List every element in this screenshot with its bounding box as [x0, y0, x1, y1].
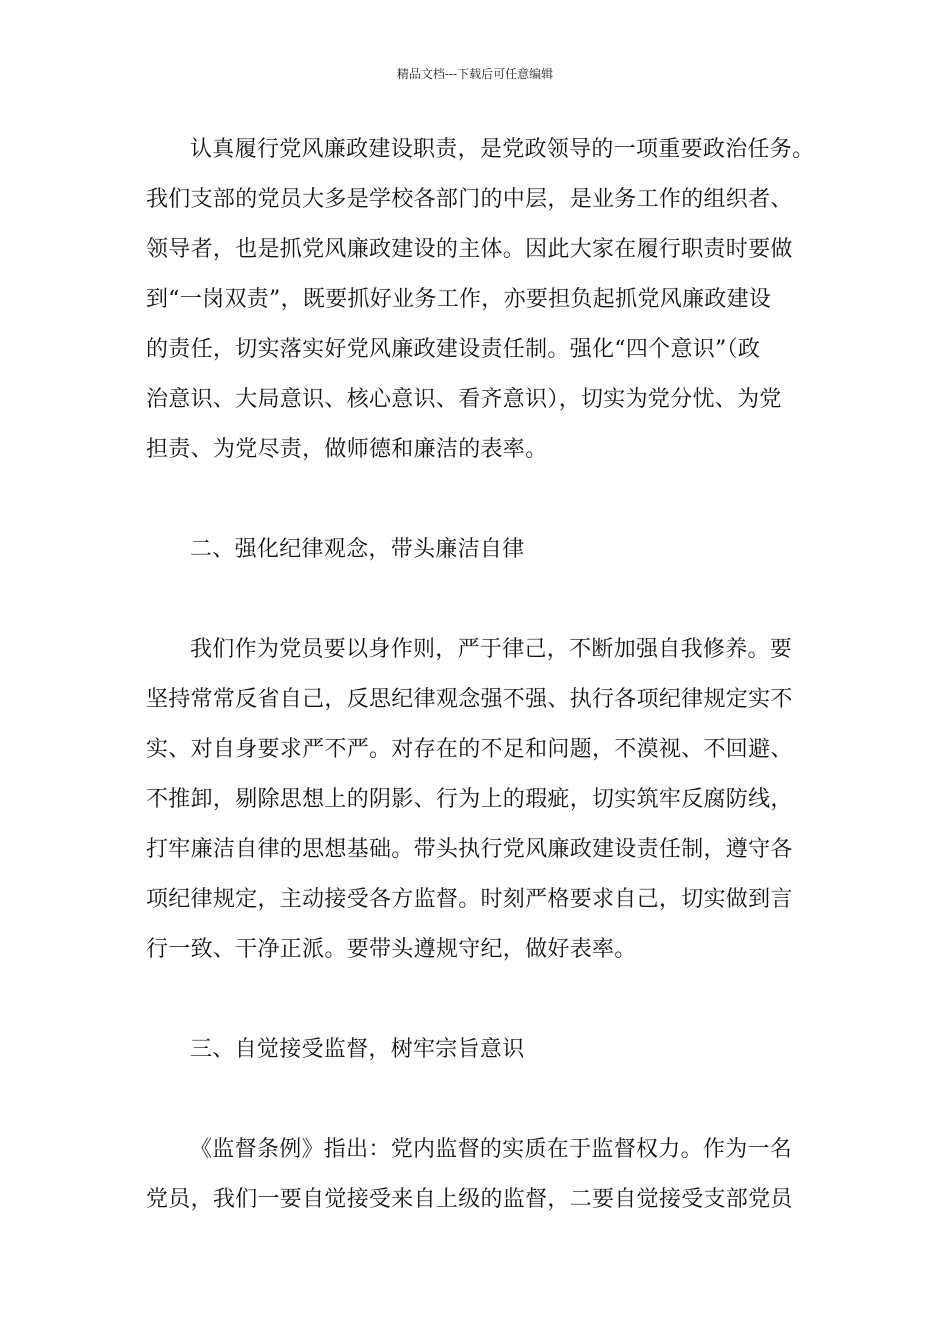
section-heading-discipline: 二、强化纪律观念，带头廉洁自律	[190, 537, 525, 562]
paragraph-line: 认真履行党风廉政建设职责，是党政领导的一项重要政治任务。	[190, 137, 815, 162]
paragraph-line: 打牢廉洁自律的思想基础。带头执行党风廉政建设责任制，遵守各	[146, 837, 793, 862]
paragraph-line: 不推卸，剔除思想上的阴影、行为上的瑕疵，切实筑牢反腐防线，	[146, 787, 793, 812]
paragraph-line: 行一致、干净正派。要带头遵规守纪，做好表率。	[146, 937, 637, 962]
paragraph-intro	[146, 133, 815, 483]
paragraph-line: 《监督条例》指出：党内监督的实质在于监督权力。作为一名	[190, 1137, 793, 1162]
paragraph-discipline	[146, 633, 810, 983]
paragraph-line: 领导者，也是抓党风廉政建设的主体。因此大家在履行职责时要做	[146, 237, 793, 262]
paragraph-line: 我们作为党员要以身作则，严于律己，不断加强自我修养。要	[190, 637, 793, 662]
paragraph-line: 坚持常常反省自己，反思纪律观念强不强、执行各项纪律规定实不	[146, 687, 793, 712]
paragraph-line: 实、对自身要求严不严。对存在的不足和问题，不漠视、不回避、	[146, 737, 793, 762]
paragraph-line: 担责、为党尽责，做师德和廉洁的表率。	[146, 437, 548, 462]
paragraph-line: 项纪律规定，主动接受各方监督。时刻严格要求自己，切实做到言	[146, 887, 793, 912]
paragraph-line: 我们支部的党员大多是学校各部门的中层，是业务工作的组织者、	[146, 187, 793, 212]
paragraph-line: 到“一岗双责”，既要抓好业务工作，亦要担负起抓党风廉政建设	[146, 287, 772, 312]
page-header: 精品文档---下载后可任意编辑	[396, 67, 554, 81]
document-body	[146, 133, 815, 1233]
paragraph-supervision	[146, 1133, 810, 1233]
paragraph-line: 的责任，切实落实好党风廉政建设责任制。强化“四个意识”（政	[146, 337, 761, 362]
section-heading-supervision: 三、自觉接受监督，树牢宗旨意识	[190, 1037, 525, 1062]
paragraph-line: 党员，我们一要自觉接受来自上级的监督，二要自觉接受支部党员	[146, 1187, 793, 1212]
paragraph-line: 治意识、大局意识、核心意识、看齐意识），切实为党分忧、为党	[146, 387, 782, 412]
